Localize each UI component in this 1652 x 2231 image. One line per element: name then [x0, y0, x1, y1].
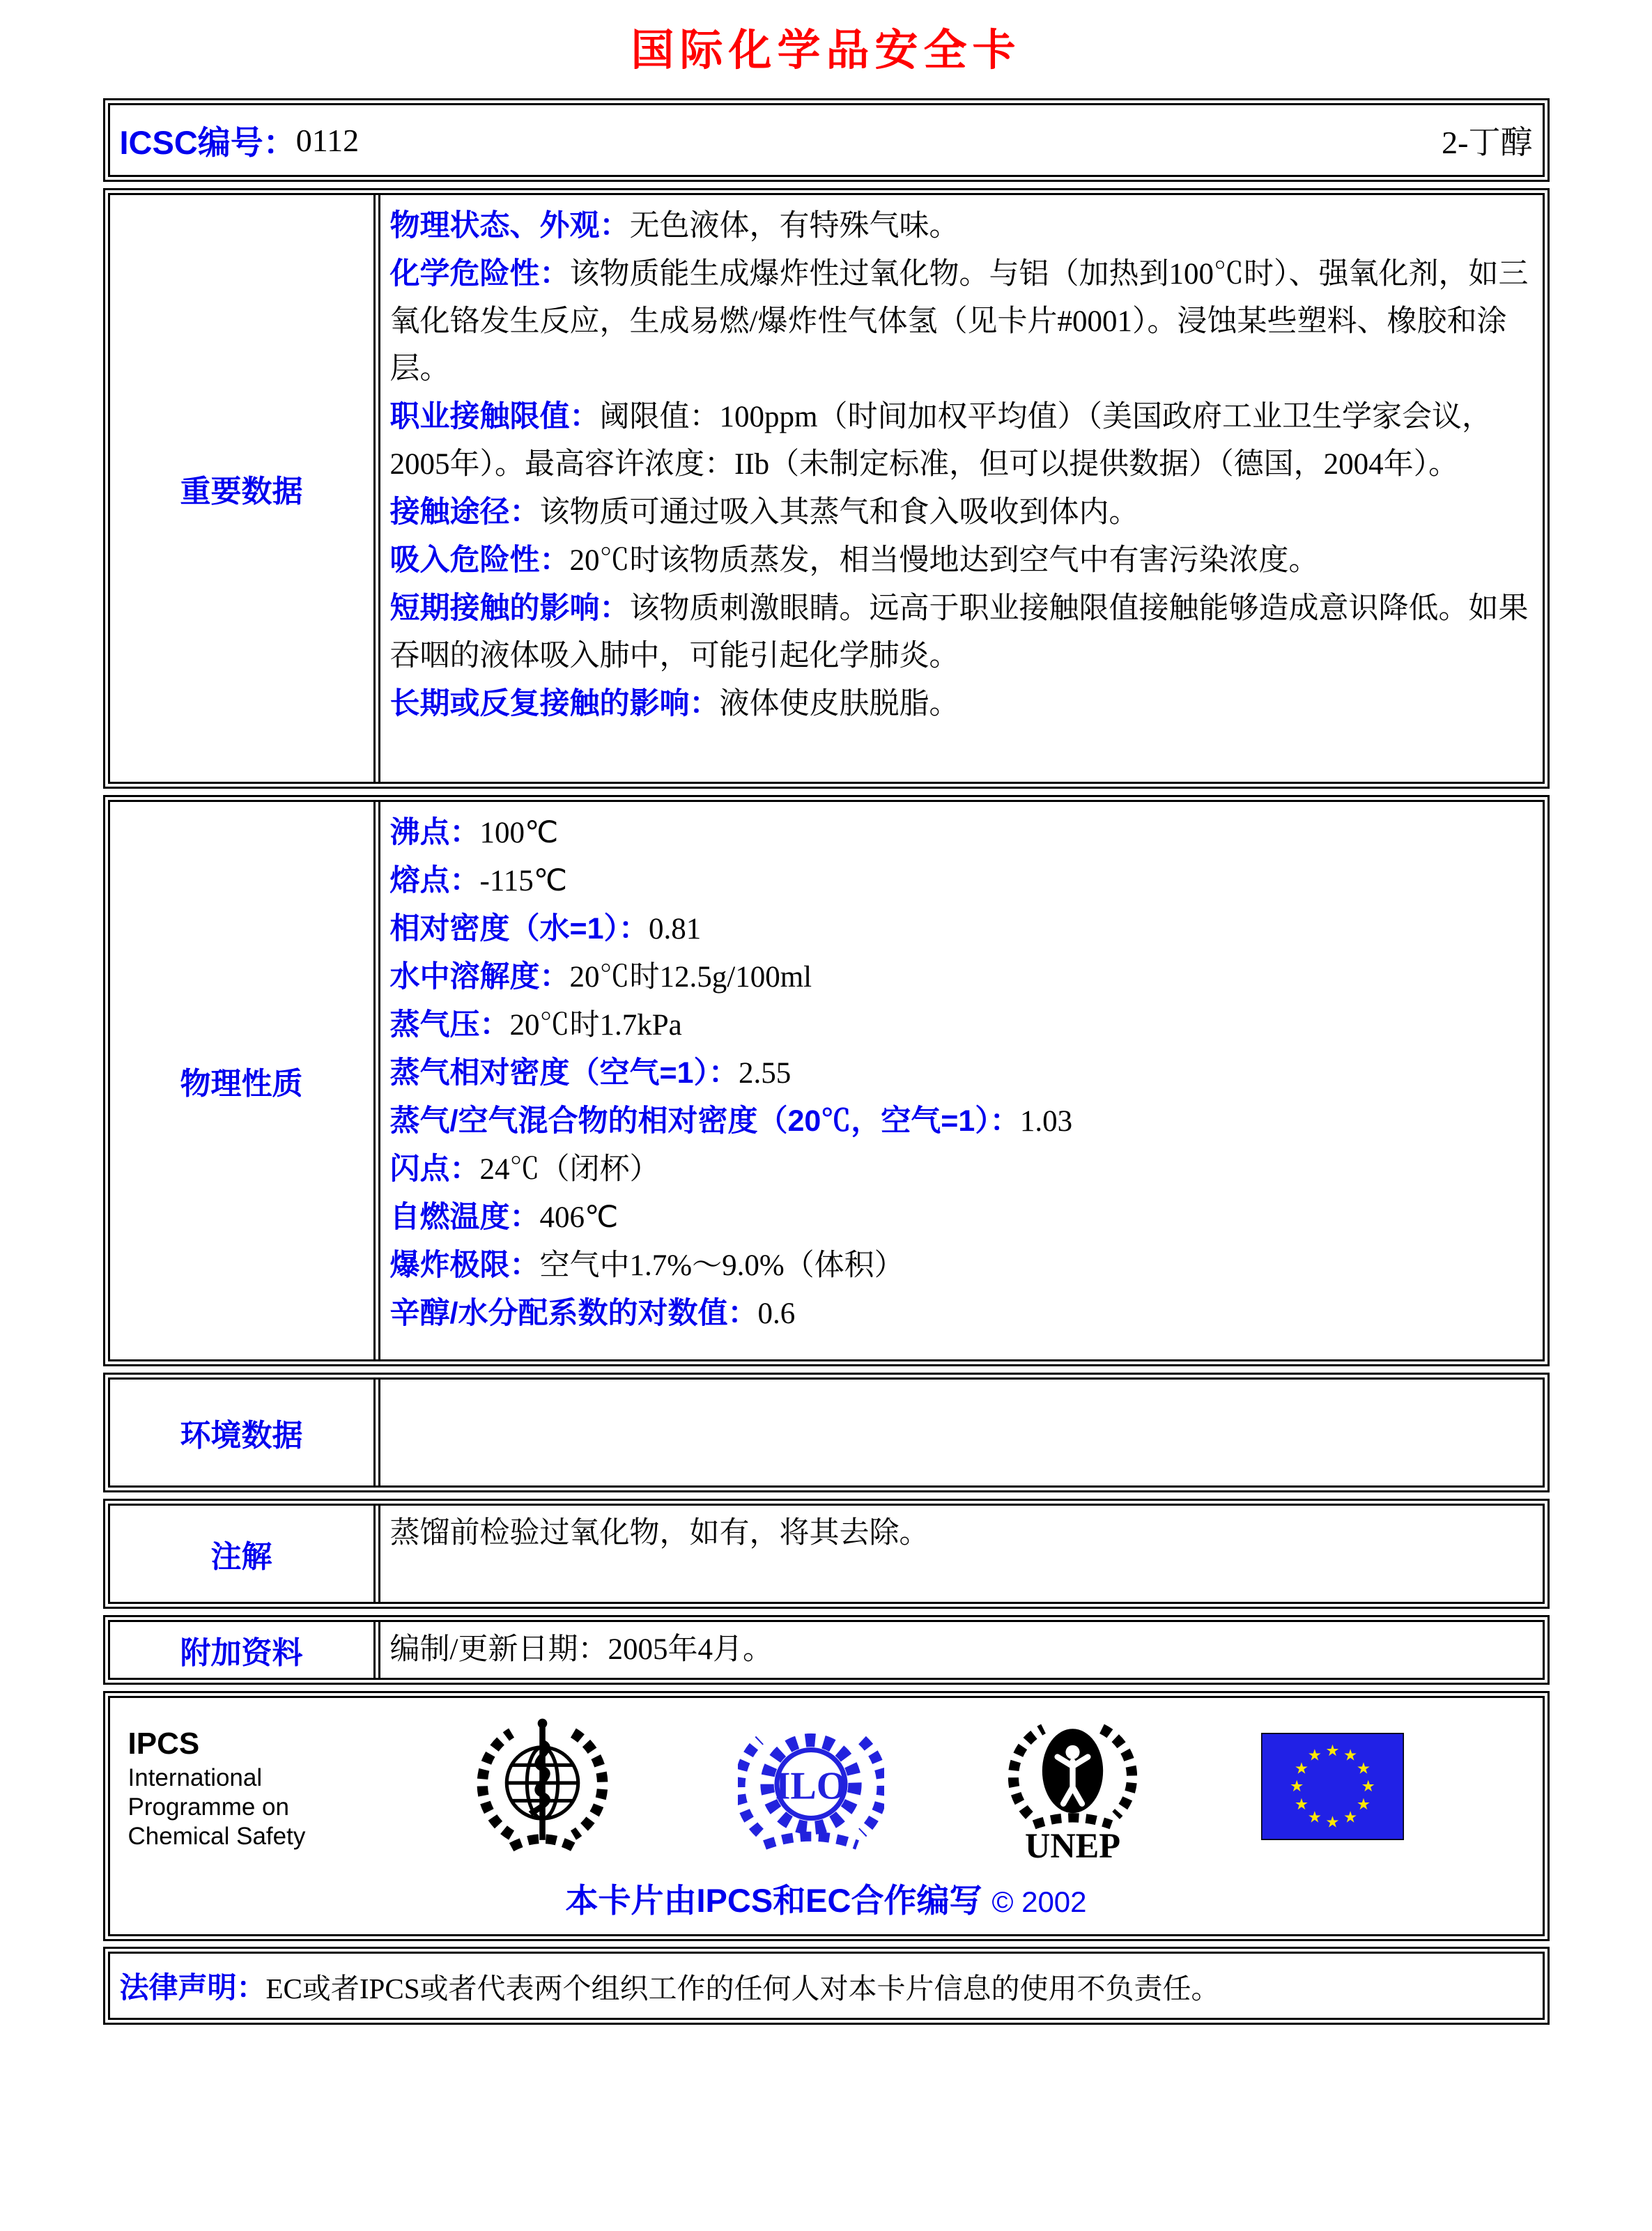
item-text: 该物质可通过吸入其蒸气和食入吸收到体内。	[539, 496, 1139, 529]
physical-item	[390, 1001, 1533, 1049]
eu-star-icon: ★	[1308, 1746, 1322, 1764]
eu-star-icon: ★	[1290, 1777, 1304, 1795]
icsc-card	[103, 98, 1550, 2025]
physical-item	[390, 1242, 1533, 1290]
item-label: 蒸气/空气混合物的相对密度（20℃，空气=1）：	[389, 1104, 1020, 1138]
item-text: 阈限值：100ppm（时间加权平均值）（美国政府工业卫生学家会议，2005年）。最高容许浓度：IIb（未制定标准，但可以提供数据）（德国，2004年）。	[389, 401, 1492, 481]
eu-flag-icon	[1261, 1733, 1404, 1844]
physical-properties-content	[373, 802, 1543, 1359]
item-label: 蒸气压：	[389, 1008, 510, 1042]
item-text: 该物质刺激眼睛。远高于职业接触限值接触能够造成意识降低。如果吞咽的液体吸入肺中，可能引起化学肺炎。	[389, 592, 1529, 672]
icsc-number-value: 0112	[295, 122, 360, 158]
important-item	[390, 488, 1533, 536]
legal-notice-label: 法律声明：	[119, 1971, 266, 2004]
unep-logo-icon	[1008, 1708, 1137, 1868]
item-text: 无色液体，有特殊气味。	[629, 210, 959, 242]
physical-item	[390, 1145, 1533, 1194]
eu-star-icon: ★	[1343, 1808, 1358, 1826]
legal-notice-row	[103, 1947, 1550, 2025]
item-label: 吸入危险性：	[389, 543, 570, 577]
physical-item	[390, 953, 1533, 1001]
important-item	[390, 202, 1533, 250]
ipcs-acronym: IPCS	[128, 1727, 200, 1761]
item-text: 406℃	[539, 1201, 619, 1234]
item-label: 辛醇/水分配系数的对数值：	[389, 1297, 758, 1330]
eu-star-icon: ★	[1357, 1759, 1371, 1777]
item-label: 化学危险性：	[389, 257, 570, 291]
item-text: 0.6	[757, 1297, 796, 1330]
who-logo-icon	[471, 1709, 614, 1867]
notes-text: 蒸馏前检验过氧化物，如有，将其去除。	[389, 1517, 929, 1550]
icsc-number-label: ICSC编号：	[119, 123, 296, 161]
ilo-monogram: ILO	[775, 1764, 847, 1807]
cooperation-line	[124, 1868, 1529, 1930]
item-label: 爆炸极限：	[389, 1249, 540, 1282]
item-label: 短期接触的影响：	[389, 592, 630, 625]
eu-star-icon: ★	[1325, 1741, 1340, 1759]
physical-item	[390, 1097, 1533, 1145]
environmental-data-content	[373, 1380, 1543, 1485]
physical-item	[390, 905, 1533, 953]
item-label: 职业接触限值：	[389, 400, 600, 433]
item-text: 1.03	[1019, 1105, 1073, 1138]
important-data-content	[373, 195, 1543, 782]
notes-content	[373, 1506, 1543, 1602]
item-label: 接触途径：	[389, 495, 540, 529]
item-label: 自燃温度：	[389, 1201, 540, 1234]
eu-star-icon: ★	[1308, 1808, 1322, 1826]
physical-item	[390, 857, 1533, 905]
logo-spread	[347, 1708, 1529, 1868]
additional-information-text: 编制/更新日期：2005年4月。	[389, 1633, 773, 1666]
row-label-physical-properties: 物理性质	[180, 1067, 303, 1101]
eu-star-icon: ★	[1361, 1777, 1376, 1795]
item-text: 24℃（闭杯）	[479, 1153, 660, 1186]
physical-item	[390, 809, 1533, 857]
item-label: 闪点：	[389, 1152, 480, 1186]
unep-label: UNEP	[1025, 1825, 1121, 1865]
physical-item	[390, 1194, 1533, 1242]
item-text: 空气中1.7%～9.0%（体积）	[539, 1249, 904, 1282]
item-text: 20℃时1.7kPa	[509, 1009, 682, 1042]
important-item	[390, 393, 1533, 488]
legal-notice-text: EC或者IPCS或者代表两个组织工作的任何人对本卡片信息的使用不负责任。	[265, 1972, 1220, 2005]
important-item	[390, 250, 1533, 393]
footer-logos-row	[103, 1691, 1550, 1941]
item-text: 2.55	[739, 1057, 792, 1090]
ipcs-line: Chemical Safety	[128, 1823, 306, 1850]
physical-item	[390, 1049, 1533, 1097]
item-text: 100℃	[479, 817, 559, 849]
copyright-text: © 2002	[991, 1885, 1087, 1918]
logo-row	[124, 1708, 1529, 1868]
eu-star-icon: ★	[1343, 1746, 1358, 1764]
ilo-logo-icon	[738, 1713, 884, 1864]
cooperation-text: 本卡片由IPCS和EC合作编写	[565, 1882, 982, 1919]
eu-star-icon: ★	[1295, 1759, 1309, 1777]
item-label: 沸点：	[389, 816, 480, 849]
item-label: 物理状态、外观：	[389, 209, 630, 242]
row-important-data	[103, 188, 1550, 789]
additional-information-content	[373, 1622, 1543, 1678]
item-text: 20℃时12.5g/100ml	[569, 961, 812, 994]
page-title: 国际化学品安全卡	[631, 26, 1021, 75]
item-label: 水中溶解度：	[389, 960, 570, 994]
important-item	[390, 585, 1533, 680]
physical-item	[390, 1290, 1533, 1338]
icsc-number-group	[120, 117, 360, 164]
item-label: 熔点：	[389, 864, 480, 897]
row-label-important-data: 重要数据	[180, 474, 303, 509]
ipcs-line: Programme on	[128, 1793, 289, 1821]
item-label: 蒸气相对密度（空气=1）：	[389, 1056, 739, 1090]
row-notes	[103, 1499, 1550, 1609]
item-text: 20℃时该物质蒸发，相当慢地达到空气中有害污染浓度。	[569, 544, 1319, 577]
header-row	[103, 98, 1550, 182]
ipcs-text-block	[124, 1724, 347, 1851]
eu-star-icon: ★	[1357, 1795, 1371, 1813]
eu-star-icon: ★	[1295, 1795, 1309, 1813]
row-label-notes: 注解	[210, 1540, 272, 1574]
eu-star-icon: ★	[1325, 1812, 1340, 1830]
row-environmental-data	[103, 1373, 1550, 1492]
row-physical-properties	[103, 795, 1550, 1366]
important-item	[390, 536, 1533, 585]
important-item	[390, 680, 1533, 728]
chemical-name: 2-丁醇	[1442, 125, 1533, 160]
item-label: 长期或反复接触的影响：	[389, 687, 720, 720]
row-label-additional-information: 附加资料	[180, 1636, 303, 1670]
item-text: 液体使皮肤脱脂。	[719, 688, 959, 720]
item-text: 0.81	[649, 913, 702, 945]
item-text: -115℃	[479, 865, 568, 897]
row-label-environmental-data: 环境数据	[180, 1419, 303, 1453]
row-additional-information	[103, 1615, 1550, 1685]
ipcs-line: International	[128, 1764, 263, 1791]
item-label: 相对密度（水=1）：	[389, 912, 649, 945]
item-text: 该物质能生成爆炸性过氧化物。与铝（加热到100℃时）、强氧化剂，如三氧化铬发生反应，生成易燃/爆炸性气体氢（见卡片#0001）。浸蚀某些塑料、橡胶和涂层。	[389, 258, 1529, 385]
